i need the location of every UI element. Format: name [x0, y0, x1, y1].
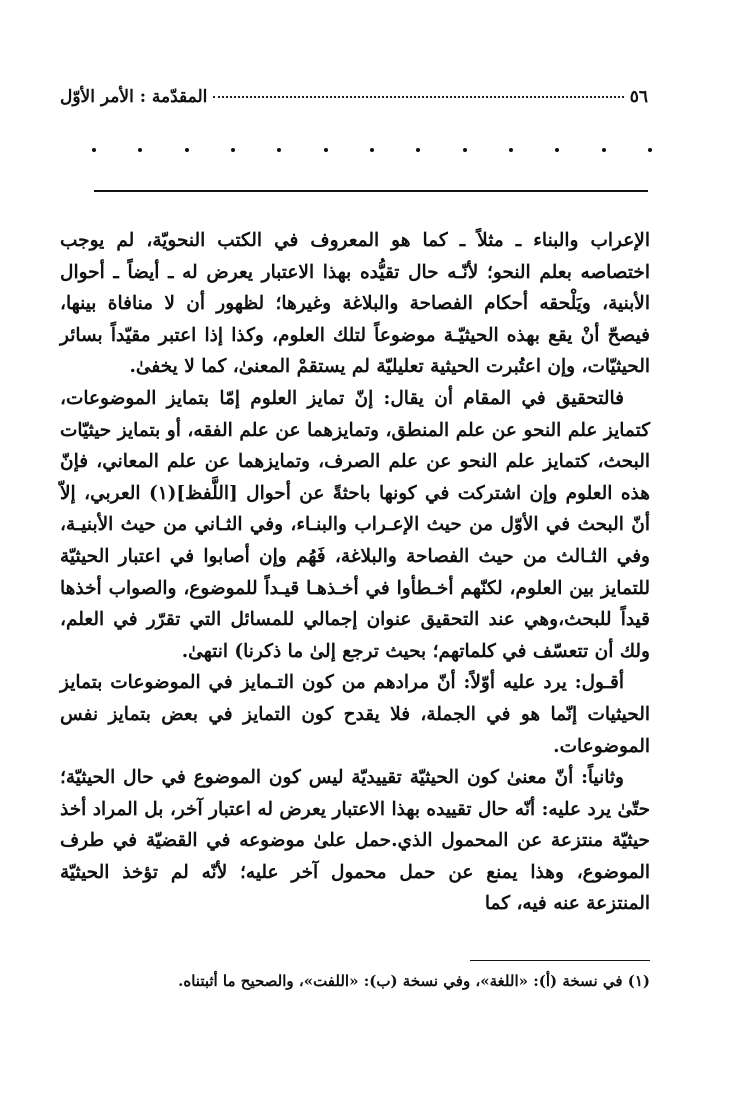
ornament-dot: [231, 148, 235, 152]
paragraph: فالتحقيق في المقام أن يقال: إنّ تمايز العلوم إمّا بتمايز الموضوعات، كتمايز علم النحو عن علم المنطق، وتمايزهما عن علم الفقه، أو بتمايز حيثيّات البحث، كتمايز علم النحو عن علم الصرف، وتمايزهما عن علم المعاني، فإنّ هذه العلوم وإن اشتركت في كونها باحثةً عن أحوال [اللَّفظ](١) العربي، إلاّ أنّ البحث في الأوّل من حيث الإعـراب والبنـاء، وفي الثـاني من حيث الأبنيـة، وفي الثـالث من حيث الفصاحة والبلاغة، فَهُم وإن أصابوا في اعتبار الحيثيّة للتمايز بين العلوم، لكنّهم أخـطأوا في أخـذهـا قيـداً للموضوع، والصواب أخذها قيداً للبحث،وهي عند التحقيق عنوان إجمالي للمسائل التي تقرّر في العلم، ولك أن تتعسّف في كلماتهم؛ بحيث ترجع إلىٰ ما ذكرنا) انتهىٰ.: [60, 387, 650, 662]
paragraph: الإعراب والبناء ـ مثلاً ـ كما هو المعروف في الكتب النحويّة، لم يوجب اختصاصه بعلم النحو؛ لأنّـه حال تقيُّده بهذا الاعتبار يعرض له ـ أيضاً ـ أحوال الأبنية، ويَلْحقه أحكام الفصاحة والبلاغة وغيرها؛ لظهور أن لا منافاة بينها، فيصحّ أنْ يقع بهذه الحيثيّـة موضوعاً لتلك العلوم، وكذا إذا اعتبر مقيّداً بسائر الحيثيّات، وإن اعتُبرت الحيثية تعليليّة لم يستقمْ المعنىٰ، كما لا يخفىٰ.: [60, 230, 650, 378]
ornament-dot: [92, 148, 96, 152]
ornament-dot: [324, 148, 328, 152]
ornamental-dot-row: [92, 140, 652, 160]
ornament-dot: [555, 148, 559, 152]
ornament-dot: [416, 148, 420, 152]
body-text: [60, 225, 650, 920]
ornament-dot: [138, 148, 142, 152]
header-dot-leader: [213, 96, 623, 98]
footnote-divider: [470, 960, 650, 961]
ornament-dot: [509, 148, 513, 152]
header-divider: [94, 190, 648, 192]
ornament-dot: [463, 148, 467, 152]
running-title: المقدّمة : الأمر الأوّل: [60, 87, 208, 107]
ornament-dot: [648, 148, 652, 152]
page-header: [60, 82, 648, 112]
paragraph: أقـول: يرد عليه أوّلاً: أنّ مرادهم من كون التـمايز في الموضوعات بتمايز الحيثيات إنّما هو في الجملة، فلا يقدح كون التمايز في بعض بتمايز نفس الموضوعات.: [60, 672, 650, 757]
page-number: ٥٦: [629, 87, 648, 107]
ornament-dot: [185, 148, 189, 152]
ornament-dot: [602, 148, 606, 152]
ornament-dot: [277, 148, 281, 152]
paragraph: وثانياً: أنّ معنىٰ كون الحيثيّة تقييديّة ليس كون الموضوع في حال الحيثيّة؛ حتّىٰ يرد عليه: أنّه حال تقييده بهذا الاعتبار يعرض له اعتبار آخر، بل المراد أخذ حيثيّة منتزعة عن المحمول الذي.حمل علىٰ موضوعه في القضيّة في طرف الموضوع، وهذا يمنع عن حمل محمول آخر عليه؛ لأنّه لم تؤخذ الحيثيّة المنتزعة عنه فيه، كما: [60, 767, 650, 915]
footnote: (١) في نسخة (أ): «اللغة»، وفي نسخة (ب): «اللفت»، والصحيح ما أثبتناه.: [178, 972, 650, 990]
ornament-dot: [370, 148, 374, 152]
